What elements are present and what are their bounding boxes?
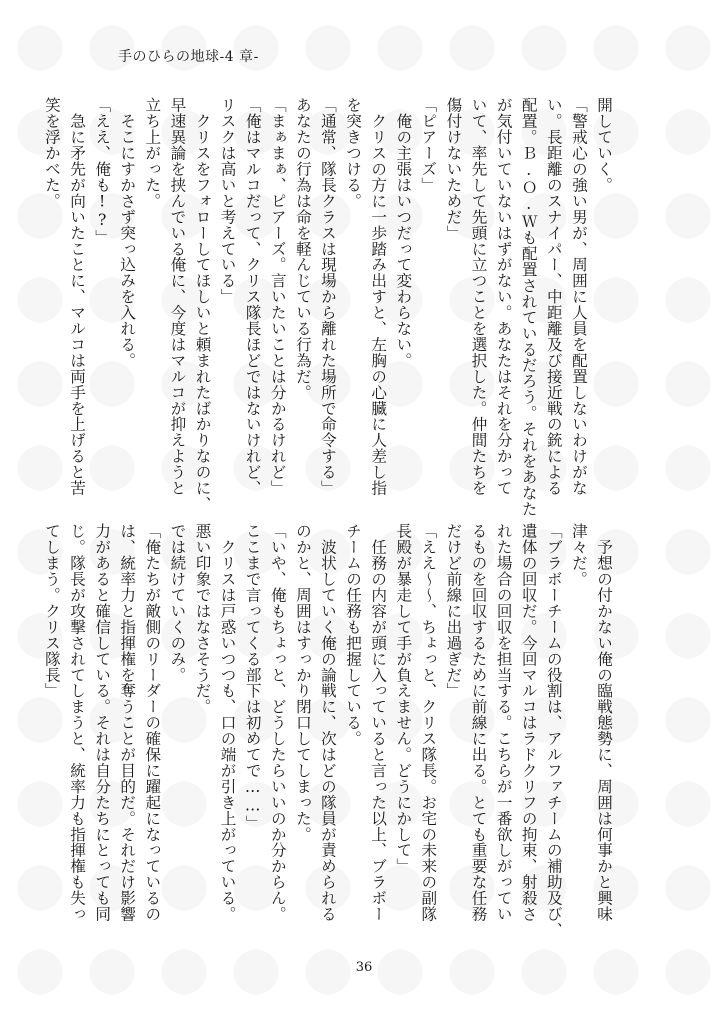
text-line: 津々だ。 bbox=[569, 523, 588, 587]
text-line: クリスは戸惑いつつも、口の端が引き上がっている。 bbox=[218, 523, 237, 922]
text-line: 「ピアーズ」 bbox=[419, 97, 438, 193]
text-line: では続けていくのみ。 bbox=[168, 523, 187, 683]
text-line: 「ええ、俺も!?」 bbox=[93, 97, 112, 246]
text-line: 長殿が暴走して手が負えません。どうにかして」 bbox=[394, 523, 413, 874]
text-line: いて、率先して先頭に立つことを選択した。仲間たちを bbox=[469, 97, 488, 496]
text-line: あなたの行為は命を軽んじている行為だ。 bbox=[293, 97, 312, 401]
text-line: チームの任務も把握している。 bbox=[344, 523, 363, 747]
text-line: そこにすかさず突っ込みを入れる。 bbox=[118, 97, 137, 369]
text-line: 配置。Ｂ.Ｏ.Ｗも配置されているだろう。それをあなた bbox=[519, 97, 538, 517]
text-line: 立ち上がった。 bbox=[143, 97, 162, 209]
text-line: 「ブラボーチームの役割は、アルファチームの補助及び、 bbox=[544, 523, 563, 938]
text-line: 任務の内容が頭に入っていると言った以上、ブラボー bbox=[369, 523, 388, 922]
text-line: 「俺はマルコだって、クリス隊長ほどではないけれど、 bbox=[243, 97, 262, 496]
text-line: 早速異論を挟んでいる俺に、今度はマルコが抑えようと bbox=[168, 97, 187, 496]
text-line: じ。隊長が攻撃されてしまうと、統率力も指揮権も失っ bbox=[68, 523, 87, 922]
text-line: 力があると確信している。それは自分たちにとっても同 bbox=[93, 523, 112, 922]
text-line: 開していく。 bbox=[595, 97, 613, 193]
text-line: クリスをフォローしてほしいと頼まれたばかりなのに、 bbox=[193, 97, 212, 512]
text-line: を突きつける。 bbox=[344, 97, 363, 209]
text-line: だけど前線に出過ぎだ」 bbox=[444, 523, 463, 699]
text-line: 「いや、俺もちょっと、どうしたらいいのか分からん。 bbox=[268, 523, 287, 922]
text-line: 傷付けないためだ」 bbox=[444, 97, 463, 241]
vertical-text-block-top bbox=[42, 97, 616, 517]
text-line: 悪い印象ではなさそうだ。 bbox=[193, 523, 212, 715]
text-line: るものを回収するために前線に出る。とても重要な任務 bbox=[469, 523, 488, 922]
text-line: ここまで言ってくる部下は初めてで……」 bbox=[243, 523, 262, 831]
text-line: 笑を浮かべた。 bbox=[42, 97, 61, 209]
text-line: 「まぁまぁ、ピアーズ。言いたいことは分かるけれど」 bbox=[268, 97, 287, 496]
page-number: 36 bbox=[355, 960, 373, 975]
text-line: 「ええ〜〜、ちょっと、クリス隊長。お宅の未来の副隊 bbox=[419, 523, 438, 922]
text-line: クリスの方に一歩踏み出すと、左胸の心臓に人差し指 bbox=[369, 97, 388, 496]
text-line: 急に矛先が向いたことに、マルコは両手を上げると苦 bbox=[68, 97, 87, 496]
text-line: は、統率力と指揮権を奪うことが目的だ。それだけ影響 bbox=[118, 523, 137, 922]
text-line: 「通常、隊長クラスは現場から離れた場所で命令する」 bbox=[318, 97, 337, 496]
text-line: 予想の付かない俺の臨戦態勢に、周囲は何事かと興味 bbox=[595, 523, 613, 922]
text-line: のかと、周囲はすっかり閉口してしまった。 bbox=[293, 523, 312, 842]
text-line: 波状していく俺の論戦に、次はどの隊員が責められる bbox=[318, 523, 337, 922]
running-header: 手のひらの地球-4 章- bbox=[118, 49, 259, 65]
text-line: リスクは高いと考えている」 bbox=[218, 97, 237, 305]
text-line: が気付いていないはずがない。あなたはそれを分かって bbox=[494, 97, 513, 496]
text-line: れた場合の回収を担当する。こちらが一番欲しがってい bbox=[494, 523, 513, 922]
vertical-text-block-bottom bbox=[42, 523, 616, 953]
text-line: 俺の主張はいつだって変わらない。 bbox=[394, 97, 413, 369]
text-line: い。長距離のスナイパー、中距離及び接近戦の銃による bbox=[544, 97, 563, 496]
text-line: 「俺たちが敵側のリーダーの確保に躍起になっているの bbox=[143, 523, 162, 922]
text-line: 「警戒心の強い男が、周囲に人員を配置しないわけがな bbox=[569, 97, 588, 496]
text-line: てしまう。クリス隊長」 bbox=[42, 523, 61, 699]
text-line: 遺体の回収だ。今回マルコはラドクリフの拘束、射殺さ bbox=[519, 523, 538, 922]
